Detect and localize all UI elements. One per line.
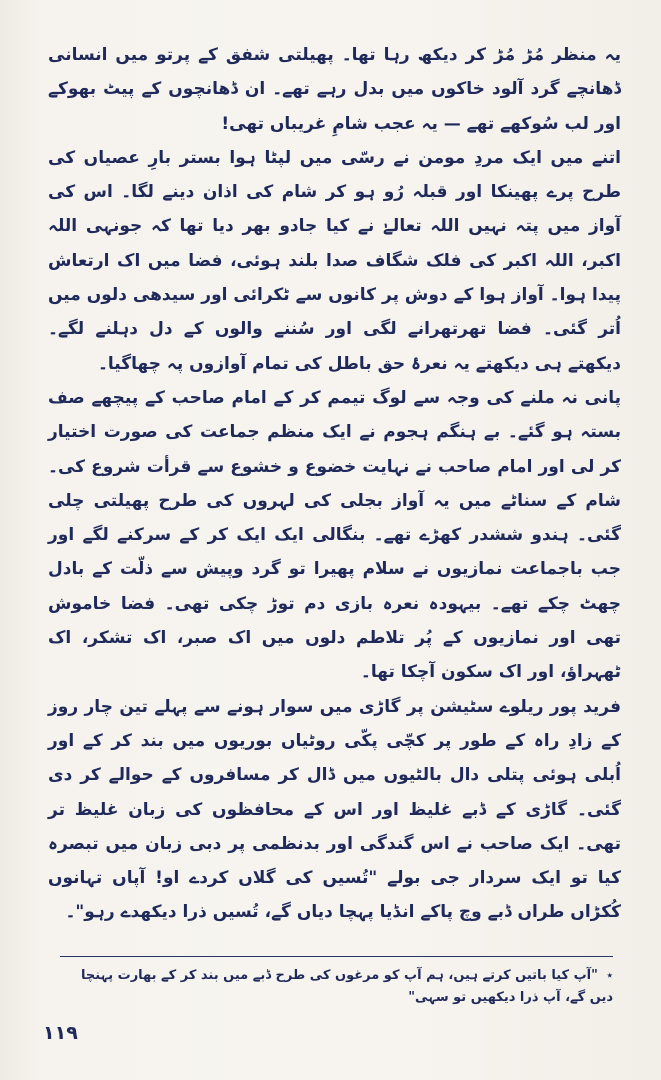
footnote-divider [60,956,613,957]
paragraph-2: اتنے میں ایک مردِ مومن نے رسّی میں لپٹا ہوا بستر بارِ عصیاں کی طرح پرے پھینکا اور قبلہ رُو ہو کر شام کی اذان دینے لگا۔ اس کی آواز میں پتہ نہیں اللہ تعالےٰ نے کیا جادو بھر دیا تھا کہ جونہی اللہ اکبر، اللہ اکبر کی فلک شگاف صدا بلند ہوئی، فضا میں اک ارتعاش پیدا ہوا۔ آواز ہوا کے دوش پر کانوں سے ٹکرائی اور سیدھی دلوں میں اُتر گئی۔ فضا تھرتھرانے لگی اور سُننے والوں کے دل دہلنے لگے۔ دیکھتے ہی دیکھتے یہ نعرۂ حق باطل کی تمام آوازوں پہ چھاگیا۔ [48,147,621,374]
paragraph-4: فرید پور ریلوے سٹیشن پر گاڑی میں سوار ہونے سے پہلے تین چار روز کے زادِ راہ کے طور پر کچّی پکّی روٹیاں بوریوں میں بند کر کے اور اُبلی ہوئی پتلی دال بالٹیوں میں ڈال کر مسافروں کے حوالے کر دی گئی۔ گاڑی کے ڈبے غلیظ اور اس کے محافظوں کی زبان غلیظ تر تھی۔ ایک صاحب نے اس گندگی اور بدنظمی پر دبی زبان میں تبصرہ کیا تو ایک سردار جی بولے "تُسیں کی گلاں کردے او! آپاں تہانوں کُکڑاں طراں ڈبے وچ پاکے انڈیا پہچا دیاں گے، تُسیں ذرا دیکھدے رہو"۔ [48,696,621,923]
footnote-marker: ٭ [606,968,613,982]
page-number: ۱۱۹ [43,1022,78,1044]
footnote-text: "آپ کیا باتیں کرتے ہیں، ہم آپ کو مرغوں کی طرح ڈبے میں بند کر کے بھارت پہنچا دیں گے، آپ ذرا دیکھیں تو سہی" [81,968,613,1005]
footnote [58,964,613,1009]
paragraph-3: پانی نہ ملنے کی وجہ سے لوگ تیمم کر کے امام صاحب کے پیچھے صف بستہ ہو گئے۔ بے ہنگم ہجوم نے ایک منظم جماعت کی صورت اختیار کر لی اور امام صاحب نے نہایت خضوع و خشوع سے قرأت شروع کی۔ شام کے سناٹے میں یہ آواز بجلی کی لہروں کی طرح پھیلتی چلی گئی۔ ہندو ششدر کھڑے تھے۔ بنگالی ایک ایک کر کے سرکنے لگے اور جب باجماعت نمازیوں نے سلام پھیرا تو گرد وپیش سے ذلّت کے بادل چھٹ چکے تھے۔ بیہودہ نعرہ بازی دم توڑ چکی تھی۔ فضا خاموش تھی اور نمازیوں کے پُر تلاطم دلوں میں اک صبر، اک تشکر، اک ٹھہراؤ، اور اک سکون آچکا تھا۔ [48,387,621,683]
body-text [48,38,621,930]
paragraph-1: یہ منظر مُڑ مُڑ کر دیکھ رہا تھا۔ پھیلتی شفق کے پرتو میں انسانی ڈھانچے گرد آلود خاکوں میں بدل رہے تھے۔ ان ڈھانچوں کے پیٹ بھوکے اور لب سُوکھے تھے — یہ عجب شامِ غریباں تھی! [48,45,621,134]
